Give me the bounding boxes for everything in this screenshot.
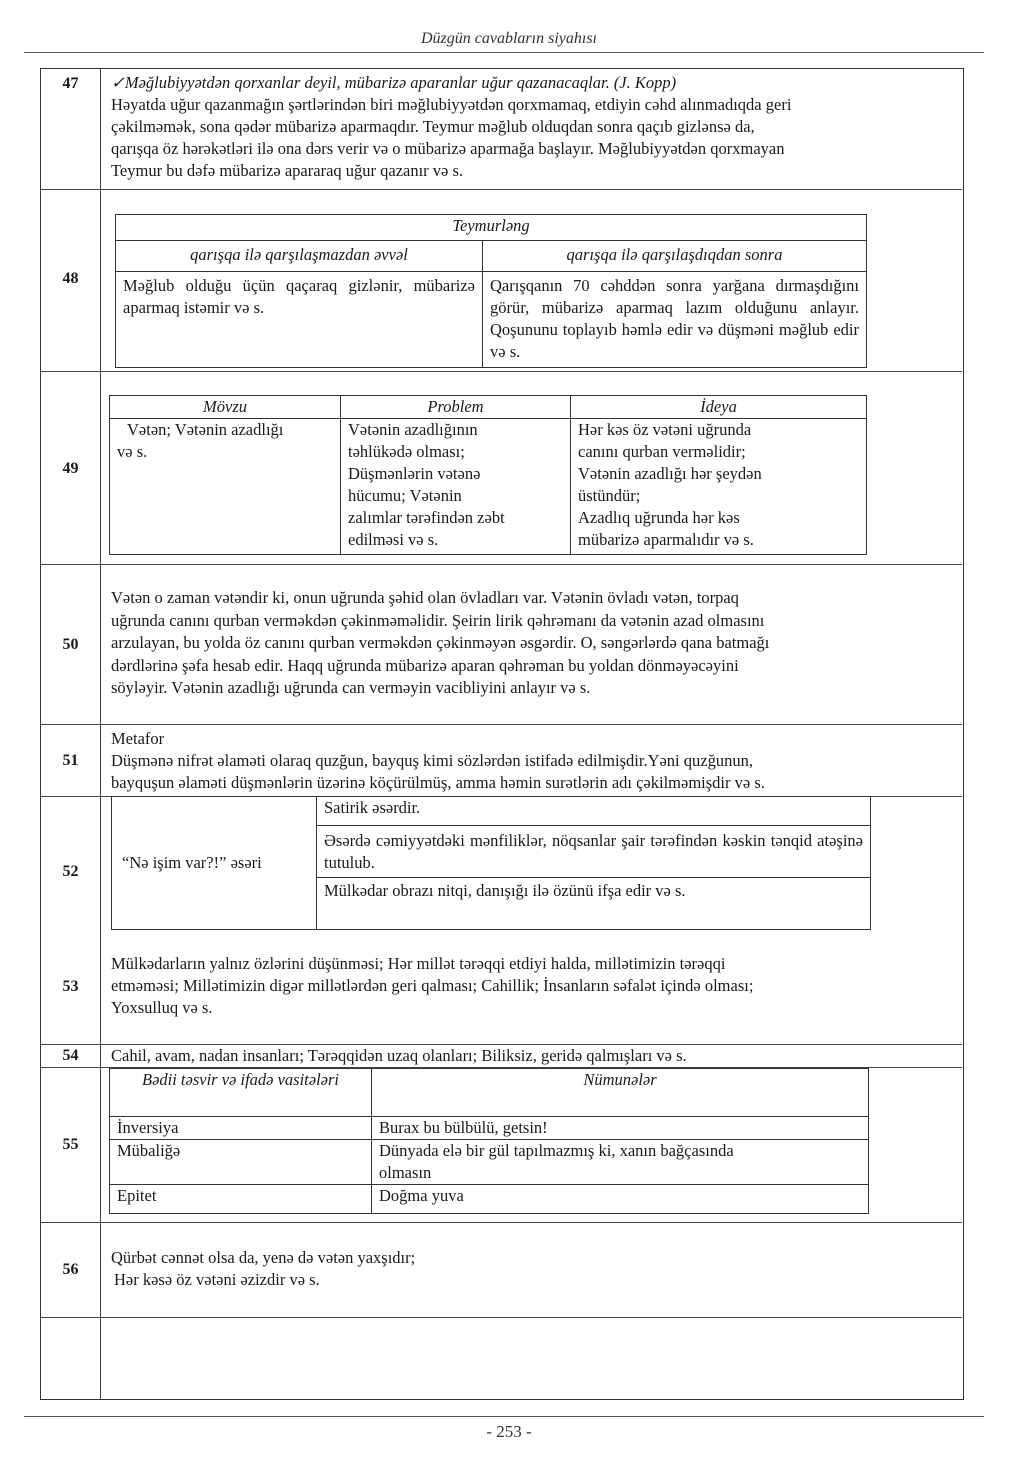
text-line: Həyatda uğur qazanmağın şərtlərindən biri məğlubiyyətdən qorxmamaq, etdiyin cəhd alınmadıqda geri [111, 95, 792, 114]
answer-row-54 [41, 1045, 962, 1068]
text-line: qarışqa öz hərəkətləri ilə ona dərs verir və o mübarizə aparmağa başlayır. Məğlubiyyətdən qorxmayan [111, 139, 785, 158]
text-line: Azadlıq uğrunda hər kəs [578, 508, 740, 527]
answer-row-51 [41, 725, 962, 797]
answer-content [101, 797, 962, 947]
answer-row-53 [41, 947, 962, 1045]
text-line: və s. [117, 442, 148, 461]
text-line: Düşmənlərin vətənə [348, 464, 481, 483]
column-header: qarışqa ilə qarşılaşmazdan əvvəl [116, 241, 483, 272]
text-line: hücumu; Vətənin [348, 486, 462, 505]
page-header: Düzgün cavabların siyahısı [421, 30, 597, 47]
text-line: söyləyir. Vətənin azadlığı uğrunda can verməyin vacibliyini anlayır və s. [111, 678, 591, 697]
page-number: - 253 - [486, 1422, 532, 1441]
answer-content [101, 565, 962, 724]
text-line: Hər kəsə öz vətəni əzizdir və s. [114, 1270, 320, 1289]
before-cell: Məğlub olduğu üçün qaçaraq gizlənir, mübarizə aparmaq istəmir və s. [116, 272, 483, 368]
after-cell: Qarışqanın 70 cəhddən sonra yarğana dırmaşdığını görür, mübarizə aparmaq lazım olduğunu anlayır. Qoşununu toplayıb həmlə edir və düşməni məğlub edir və s. [483, 272, 867, 368]
answer-number: 54 [41, 1045, 101, 1067]
answer-number: 53 [41, 947, 101, 1044]
text-line: Metafor [111, 729, 165, 748]
header-examples: Nümunələr [372, 1069, 869, 1117]
text-line: çəkilməmək, sona qədər mübarizə aparmaqdır. Teymur məğlub olduqdan sonra qaçıb gizlənsə da, [111, 117, 755, 136]
device-cell: Epitet [110, 1185, 372, 1214]
literary-devices-table [109, 1068, 869, 1214]
quote: ✓Məğlubiyyətdən qorxanlar deyil, mübarizə aparanlar uğur qazanacaqlar. (J. Kopp) [111, 73, 677, 92]
point-cell: Mülkədar obrazı nitqi, danışığı ilə özünü ifşa edir və s. [317, 878, 871, 930]
text-line: edilməsi və s. [348, 530, 439, 549]
text-line: təhlükədə olması; [348, 442, 465, 461]
answer-row-47 [41, 69, 962, 190]
answer-row-49 [41, 372, 962, 565]
work-analysis-table [111, 796, 871, 930]
example-cell: Dünyada elə bir gül tapılmazmış ki, xanın bağçasında olmasın [372, 1140, 869, 1185]
answer-number: 50 [41, 565, 101, 724]
empty-row [41, 1318, 962, 1399]
text-line: üstündür; [578, 486, 641, 505]
empty-number-cell [41, 1318, 101, 1399]
text-line: canını qurban verməlidir; [578, 442, 746, 461]
answer-number: 47 [41, 69, 101, 189]
text-line: mübarizə aparmalıdır və s. [578, 530, 754, 549]
text-line: zalımlar tərəfindən zəbt [348, 508, 505, 527]
ideya-cell [571, 419, 867, 555]
answer-content [101, 372, 962, 564]
text-line: Vətən; Vətənin azadlığı [127, 420, 284, 439]
device-cell: İnversiya [110, 1117, 372, 1140]
answer-row-52 [41, 797, 962, 947]
text-line: Düşmənə nifrət əlaməti olaraq quzğun, bayquş kimi sözlərdən istifadə edilmişdir.Yəni quzğunun, [111, 751, 753, 770]
example-cell: Doğma yuva [372, 1185, 869, 1214]
answer-number: 49 [41, 372, 101, 564]
text-line: Vətən o zaman vətəndir ki, onun uğrunda şəhid olan övladları var. Vətənin övladı vətən, torpaq [111, 588, 739, 607]
text-line: dərdlərinə şəfa hesab edir. Haqq uğrunda mübarizə aparan qəhrəman bu yoldan dönməyəcəyini [111, 655, 739, 675]
point-cell: Əsərdə cəmiyyətdəki mənfiliklər, nöqsanlar şair tərəfindən kəskin tənqid atəşinə tutulub. [317, 826, 871, 878]
header-problem: Problem [341, 396, 571, 419]
text-line: Vətənin azadlığı hər şeydən [578, 464, 762, 483]
example-cell: Burax bu bülbülü, getsin! [372, 1117, 869, 1140]
answer-row-56 [41, 1223, 962, 1318]
answer-content [101, 725, 962, 796]
theme-problem-idea-table [109, 395, 867, 555]
text-line: Qürbət cənnət olsa da, yenə də vətən yaxşıdır; [111, 1248, 416, 1267]
problem-cell [341, 419, 571, 555]
header-device: Bədii təsvir və ifadə vasitələri [110, 1069, 372, 1117]
teymurleng-table [115, 214, 867, 368]
answer-content [101, 947, 962, 1044]
answer-content [101, 69, 962, 189]
text-line: bayquşun əlaməti düşmənlərin üzərinə köçürülmüş, amma həmin surətlərin adı çəkilməmişdir və s. [111, 773, 765, 792]
header-movzu: Mövzu [110, 396, 341, 419]
answer-number: 51 [41, 725, 101, 796]
answer-content [101, 1223, 962, 1317]
answer-number: 48 [41, 190, 101, 371]
answers-table [40, 68, 964, 1400]
text-line: arzulayan, bu yolda öz canını qurban verməkdən çəkinməyən əsgərdir. O, səngərlərdə qana batmağı [111, 633, 770, 652]
device-cell: Mübaliğə [110, 1140, 372, 1185]
work-title-cell: “Nə işim var?!” əsəri [112, 797, 317, 930]
header-rule [24, 52, 984, 53]
answer-number: 52 [41, 797, 101, 947]
text-line: Teymur bu dəfə mübarizə apararaq uğur qazanır və s. [111, 161, 464, 180]
answer-row-50 [41, 565, 962, 725]
answer-row-55 [41, 1068, 962, 1223]
answer-row-48 [41, 190, 962, 372]
text-line: Vətənin azadlığının [348, 420, 478, 439]
point-cell: Satirik əsərdir. [317, 797, 871, 826]
footer-rule [24, 1416, 984, 1417]
header-ideya: İdeya [571, 396, 867, 419]
text-line: Cahil, avam, nadan insanları; Tərəqqidən uzaq olanları; Biliksiz, geridə qalmışları və s. [111, 1046, 687, 1065]
answer-number: 56 [41, 1223, 101, 1317]
text-line: uğrunda canını qurban verməkdən çəkinməməlidir. Şeirin lirik qəhrəmanı da vətənin azad olmasını [111, 610, 765, 630]
answer-content [101, 1045, 962, 1067]
text-line: Mülkədarların yalnız özlərini düşünməsi; Hər millət tərəqqi etdiyi halda, millətimizin tərəqqi [111, 954, 726, 973]
text-line: Hər kəs öz vətəni uğrunda [578, 420, 752, 439]
text-line: etməməsi; Millətimizin digər millətlərdən geri qalması; Cahillik; İnsanların səfalət içində olması; [111, 976, 754, 995]
movzu-cell [110, 419, 341, 555]
column-header: qarışqa ilə qarşılaşdıqdan sonra [483, 241, 867, 272]
table-title: Teymurləng [116, 215, 867, 241]
answer-content [101, 190, 962, 371]
answer-number: 55 [41, 1068, 101, 1222]
answer-content [101, 1068, 962, 1222]
text-line: Yoxsulluq və s. [111, 998, 213, 1017]
